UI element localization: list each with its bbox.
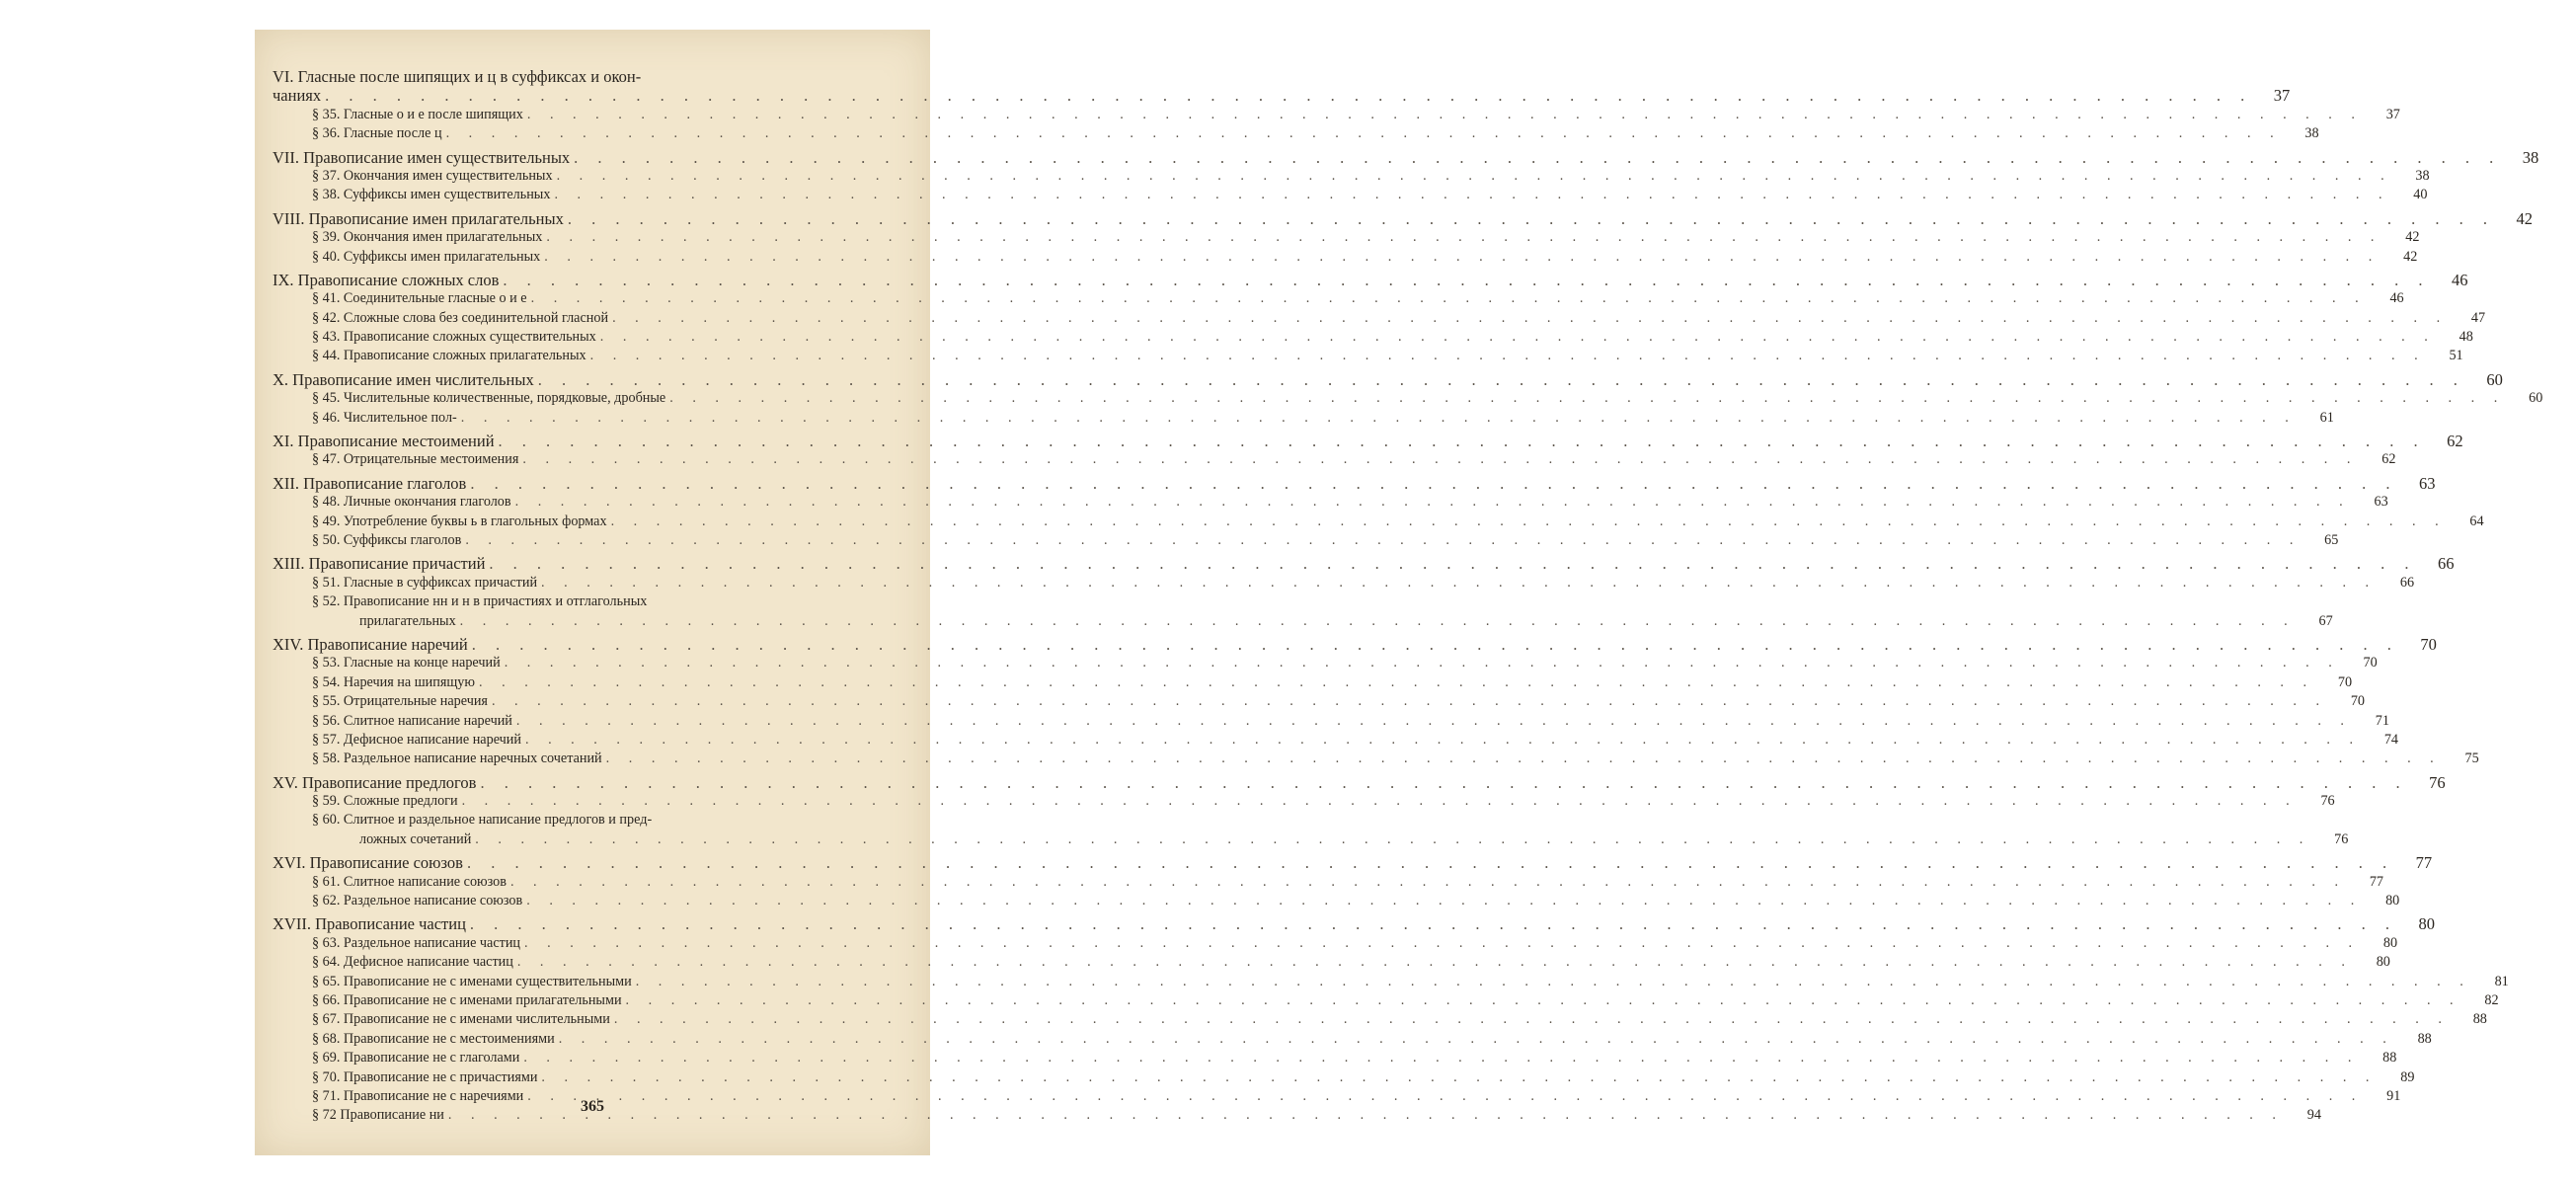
toc-section-row: [273, 124, 2319, 143]
dot-leader: [555, 1030, 2398, 1049]
dot-leader: [564, 209, 2499, 228]
toc-entry-title: § 52. Правописание нн и н в причастиях и отглагольных: [312, 593, 648, 610]
toc-section-row: [273, 811, 851, 830]
toc-page-number: 37: [2385, 106, 2400, 122]
toc-page-number: 71: [2375, 712, 2389, 729]
toc-page-number: 67: [2318, 612, 2333, 629]
toc-entry-title: XVI. Правописание союзов: [273, 853, 463, 873]
toc-chapter-row: [273, 772, 2446, 792]
dot-leader: [632, 973, 2475, 991]
toc-section-row: [273, 531, 2339, 550]
dot-leader: [495, 432, 2430, 450]
toc-entry-title: § 72 Правописание ни: [312, 1107, 444, 1124]
toc-chapter-row: [273, 270, 2468, 289]
toc-entry-title: § 61. Слитное написание союзов: [312, 873, 507, 890]
toc-entry-title: § 71. Правописание не с наречиями: [312, 1087, 524, 1104]
dot-leader: [527, 289, 2371, 308]
dot-leader: [542, 228, 2385, 247]
toc-entry-title: XIII. Правописание причастий: [273, 554, 486, 574]
toc-page-number: 74: [2383, 731, 2399, 748]
dot-leader: [471, 830, 2314, 849]
dot-leader: [570, 148, 2505, 167]
toc-page-number: 42: [2403, 248, 2418, 265]
toc-section-row: [273, 612, 2333, 631]
toc-entry-title: § 59. Сложные предлоги: [312, 793, 458, 810]
toc-chapter-row: [273, 67, 851, 86]
page-number: 365: [581, 1098, 604, 1115]
toc-page-number: 81: [2494, 973, 2509, 989]
toc-page-number: 38: [2415, 167, 2430, 184]
toc-chapter-row: [273, 432, 2463, 451]
toc-section-row: [273, 830, 2349, 849]
toc-entry-title: § 38. Суффиксы имен существительных: [312, 187, 551, 203]
toc-entry-title: § 63. Раздельное написание частиц: [312, 934, 521, 951]
toc-section-row: [273, 692, 2365, 711]
toc-page-number: 80: [2418, 914, 2436, 934]
toc-section-row: [273, 1030, 2432, 1049]
dot-leader: [485, 554, 2420, 573]
toc-entry-title: § 67. Правописание не с именами числительными: [312, 1011, 610, 1028]
toc-entry-title: § 51. Гласные в суффиксах причастий: [312, 574, 538, 591]
dot-leader: [463, 853, 2398, 872]
dot-leader: [537, 1068, 2381, 1087]
toc-chapter-row: [273, 914, 2436, 934]
dot-leader: [456, 612, 2300, 631]
toc-page-number: 66: [2399, 574, 2415, 591]
toc-section-row: [273, 673, 2353, 692]
toc-page-number: 37: [2273, 86, 2291, 106]
toc-page-number: 76: [2320, 793, 2335, 810]
toc-entry-title: XVII. Правописание частиц: [273, 914, 466, 934]
toc-chapter-row: [273, 208, 2533, 228]
toc-section-row: [273, 973, 2509, 991]
toc-page-number: 88: [2472, 1011, 2487, 1028]
toc-entry-title: § 70. Правописание не с причастиями: [312, 1068, 538, 1085]
toc-page-number: 88: [2382, 1050, 2397, 1066]
toc-section-row: [273, 228, 2420, 247]
toc-section-row: [273, 654, 2378, 672]
toc-page-number: 63: [2374, 494, 2388, 511]
toc-entry-title: § 44. Правописание сложных прилагательных: [312, 348, 586, 364]
dot-leader: [596, 328, 2440, 347]
toc-page-number: 80: [2376, 954, 2390, 971]
toc-section-row: [273, 953, 2390, 972]
toc-page-number: 66: [2438, 554, 2455, 574]
dot-leader: [476, 773, 2411, 792]
toc-entry-title: § 54. Наречия на шипящую: [312, 673, 475, 690]
toc-entry-title: прилагательных: [359, 612, 456, 629]
toc-section-row: [273, 328, 2473, 347]
toc-page-number: 38: [2304, 125, 2319, 142]
toc-entry-title: XIV. Правописание наречий: [273, 634, 468, 654]
dot-leader: [488, 692, 2331, 711]
toc-entry-title: § 41. Соединительные гласные о и е: [312, 290, 527, 307]
toc-page-number: 48: [2459, 329, 2473, 346]
toc-entry-title: § 35. Гласные о и е после шипящих: [312, 106, 523, 122]
toc-chapter-row: [273, 634, 2437, 654]
toc-entry-title: чаниях: [273, 86, 322, 106]
toc-entry-title: § 50. Суффиксы глаголов: [312, 531, 462, 548]
toc-page-number: 62: [2381, 451, 2396, 468]
dot-leader: [513, 953, 2357, 972]
toc-entry-title: § 39. Окончания имен прилагательных: [312, 229, 543, 246]
dot-leader: [466, 914, 2401, 933]
toc-entry-title: VIII. Правописание имен прилагательных: [273, 208, 564, 228]
toc-section-row: [273, 712, 2389, 731]
dot-leader: [608, 309, 2452, 328]
toc-page-number: 38: [2522, 147, 2539, 167]
toc-section-row: [273, 347, 2463, 365]
toc-page-number: 80: [2385, 893, 2400, 909]
dot-leader: [518, 450, 2362, 469]
toc-section-row: [273, 309, 2486, 328]
toc-page-number: 70: [2363, 655, 2378, 672]
toc-chapter-row: [273, 369, 2503, 389]
toc-page-number: 42: [2405, 229, 2420, 246]
toc-section-row: [273, 106, 2400, 124]
toc-section-row: [273, 1010, 2487, 1029]
dot-leader: [442, 124, 2286, 143]
toc-section-row: [273, 289, 2404, 308]
dot-leader: [499, 271, 2434, 289]
dot-leader: [457, 409, 2301, 428]
toc-page-number: 64: [2469, 513, 2484, 529]
dot-leader: [321, 86, 2256, 105]
toc-entry-title: § 49. Употребление буквы ь в глагольных формах: [312, 513, 607, 529]
toc-chapter-row: [273, 473, 2436, 493]
toc-page-number: 42: [2516, 208, 2533, 228]
toc-entry-title: § 48. Личные окончания глаголов: [312, 494, 511, 511]
dot-leader: [540, 248, 2383, 267]
toc-section-row: [273, 574, 2415, 592]
toc-page-number: 61: [2319, 409, 2334, 426]
toc-page-number: 63: [2418, 473, 2436, 493]
toc-section-row: [273, 1049, 2397, 1067]
toc-page-number: 47: [2470, 309, 2486, 326]
toc-entry-title: XV. Правописание предлогов: [273, 772, 477, 792]
dot-leader: [602, 750, 2446, 768]
toc-entry-title: § 56. Слитное написание наречий: [312, 712, 512, 729]
toc-entry-title: § 36. Гласные после ц: [312, 125, 442, 142]
toc-chapter-row: [273, 86, 2291, 106]
toc-entry-title: § 60. Слитное и раздельное написание предлогов и пред-: [312, 812, 653, 829]
toc-section-row: [273, 493, 2388, 512]
toc-chapter-row: [273, 147, 2539, 167]
dot-leader: [665, 389, 2509, 408]
toc-page-number: 75: [2464, 750, 2479, 767]
toc-section-row: [273, 792, 2335, 811]
toc-page-number: 77: [2369, 873, 2383, 890]
toc-page-number: 46: [2452, 270, 2468, 289]
toc-chapter-row: [273, 554, 2455, 574]
toc-section-row: [273, 450, 2396, 469]
toc-page-number: 76: [2334, 830, 2349, 847]
dot-leader: [607, 513, 2451, 531]
toc-entry-title: VII. Правописание имен существительных: [273, 147, 571, 167]
dot-leader: [466, 474, 2401, 493]
toc-page-number: 76: [2429, 772, 2446, 792]
toc-entry-title: § 57. Дефисное написание наречий: [312, 731, 521, 748]
toc-entry-title: XI. Правописание местоимений: [273, 432, 495, 451]
toc-page-number: 51: [2449, 348, 2463, 364]
toc-entry-title: § 37. Окончания имен существительных: [312, 167, 553, 184]
toc-entry-title: § 58. Раздельное написание наречных сочетаний: [312, 750, 602, 767]
toc-entry-title: § 62. Раздельное написание союзов: [312, 893, 523, 909]
toc-entry-title: X. Правописание имен числительных: [273, 369, 534, 389]
toc-entry-title: ложных сочетаний: [359, 830, 472, 847]
dot-leader: [521, 731, 2365, 750]
toc-section-row: [273, 750, 2479, 768]
dot-leader: [622, 991, 2465, 1010]
toc-entry-title: § 55. Отрицательные наречия: [312, 693, 488, 710]
dot-leader: [550, 186, 2393, 204]
dot-leader: [461, 531, 2304, 550]
toc-entry-title: § 40. Суффиксы имен прилагательных: [312, 248, 541, 265]
toc-entry-title: § 47. Отрицательные местоимения: [312, 451, 519, 468]
toc-page-number: 62: [2447, 432, 2463, 451]
toc-page-number: 60: [2529, 390, 2543, 407]
toc-section-row: [273, 248, 2418, 267]
toc-page-number: 60: [2486, 369, 2503, 389]
toc-section-row: [273, 513, 2484, 531]
dot-leader: [553, 167, 2396, 186]
toc-page-number: 94: [2306, 1107, 2321, 1124]
table-of-contents: [273, 67, 2543, 1126]
dot-leader: [610, 1010, 2454, 1029]
toc-chapter-row: [273, 853, 2433, 873]
toc-section-row: [273, 892, 2400, 910]
dot-leader: [468, 635, 2403, 654]
toc-entry-title: § 46. Числительное пол-: [312, 409, 457, 426]
toc-entry-title: § 45. Числительные количественные, порядковые, дробные: [312, 390, 666, 407]
dot-leader: [512, 712, 2356, 731]
dot-leader: [501, 654, 2344, 672]
toc-page-number: 70: [2337, 673, 2353, 690]
toc-page-number: 82: [2484, 991, 2499, 1008]
toc-entry-title: § 43. Правописание сложных существительных: [312, 329, 596, 346]
dot-leader: [507, 873, 2350, 892]
toc-entry-title: § 42. Сложные слова без соединительной гласной: [312, 309, 609, 326]
dot-leader: [534, 370, 2469, 389]
toc-entry-title: § 69. Правописание не с глаголами: [312, 1050, 520, 1066]
dot-leader: [537, 574, 2381, 592]
toc-page-number: 91: [2386, 1087, 2401, 1104]
toc-section-row: [273, 592, 851, 611]
toc-section-row: [273, 1068, 2415, 1087]
toc-section-row: [273, 389, 2543, 408]
dot-leader: [520, 934, 2364, 953]
toc-page-number: 46: [2389, 290, 2404, 307]
toc-page-number: 89: [2400, 1068, 2415, 1085]
toc-entry-title: § 65. Правописание не с именами существительными: [312, 973, 632, 989]
dot-leader: [511, 493, 2355, 512]
dot-leader: [522, 892, 2366, 910]
dot-leader: [475, 673, 2318, 692]
toc-entry-title: IX. Правописание сложных слов: [273, 270, 500, 289]
toc-section-row: [273, 167, 2430, 186]
toc-section-row: [273, 873, 2383, 892]
toc-page-number: 77: [2415, 853, 2433, 873]
toc-page-number: 40: [2413, 187, 2428, 203]
toc-entry-title: XII. Правописание глаголов: [273, 473, 467, 493]
toc-entry-title: § 53. Гласные на конце наречий: [312, 655, 501, 672]
toc-page-number: 70: [2350, 693, 2365, 710]
toc-section-row: [273, 731, 2399, 750]
dot-leader: [586, 347, 2430, 365]
toc-section-row: [273, 409, 2334, 428]
toc-section-row: [273, 991, 2499, 1010]
toc-entry-title: VI. Гласные после шипящих и ц в суффиксах и окон-: [273, 67, 642, 86]
dot-leader: [458, 792, 2302, 811]
toc-entry-title: § 66. Правописание не с именами прилагательными: [312, 991, 622, 1008]
toc-section-row: [273, 186, 2428, 204]
dot-leader: [523, 106, 2367, 124]
dot-leader: [519, 1049, 2363, 1067]
toc-page-number: 65: [2324, 531, 2339, 548]
toc-page-number: 88: [2417, 1030, 2432, 1047]
toc-entry-title: § 68. Правописание не с местоимениями: [312, 1030, 555, 1047]
toc-entry-title: § 64. Дефисное написание частиц: [312, 954, 513, 971]
toc-page-number: 70: [2420, 634, 2437, 654]
toc-page-number: 80: [2382, 934, 2398, 951]
toc-section-row: [273, 934, 2398, 953]
